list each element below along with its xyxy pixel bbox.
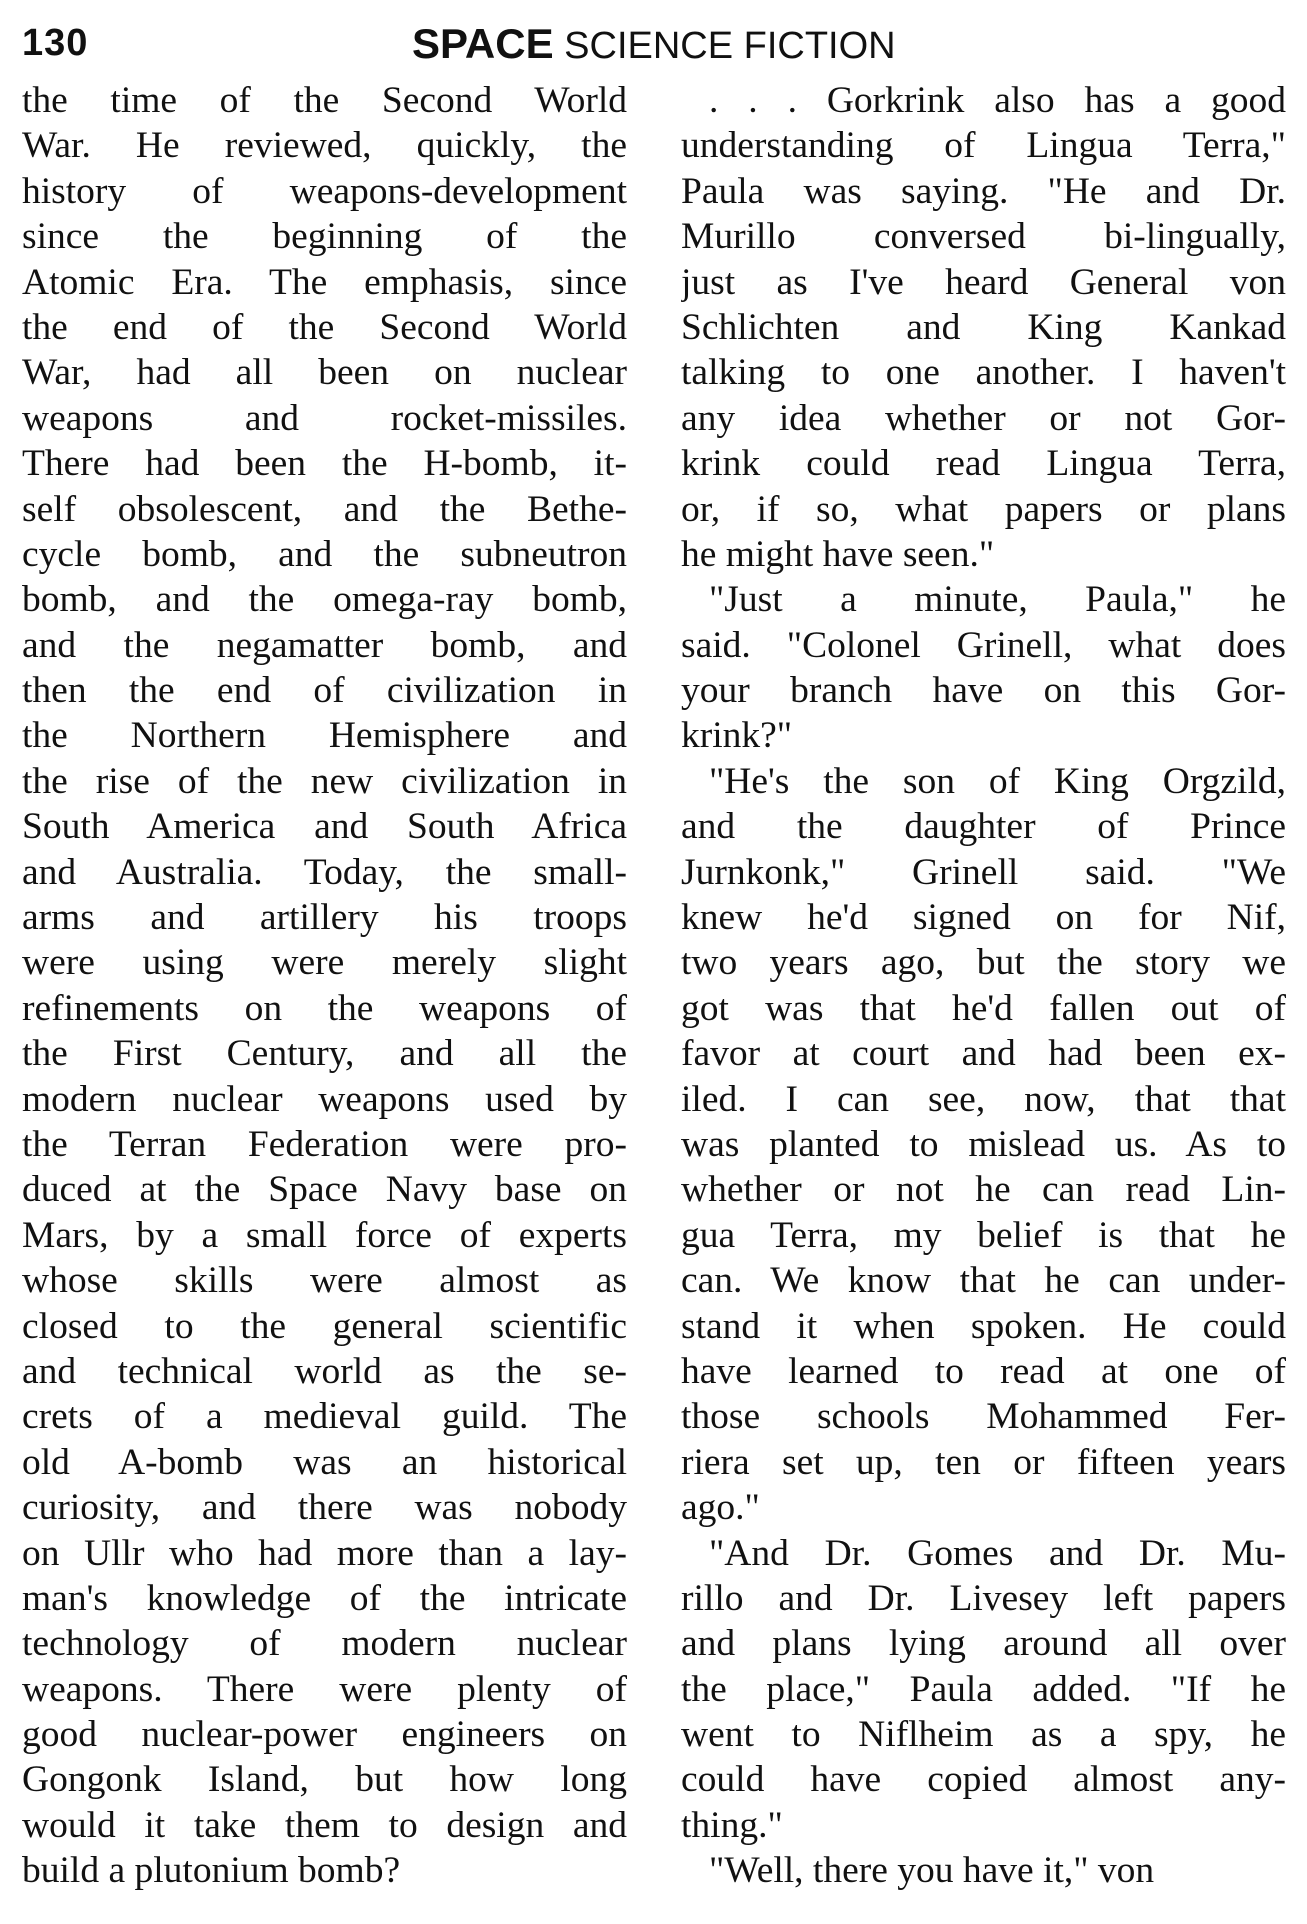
text-line: ago."	[681, 1487, 760, 1529]
text-line: the Northern Hemisphere and	[22, 715, 627, 757]
text-line: krink?"	[681, 715, 793, 757]
text-line: good nuclear-power engineers on	[22, 1714, 627, 1756]
text-line: could have copied almost any-	[681, 1759, 1286, 1801]
text-line: technology of modern nuclear	[22, 1623, 627, 1665]
text-line: Atomic Era. The emphasis, since	[22, 261, 627, 303]
text-line: and the negamatter bomb, and	[22, 624, 627, 666]
text-line: any idea whether or not Gor-	[681, 397, 1286, 439]
text-line: South America and South Africa	[22, 806, 627, 848]
text-line: the rise of the new civilization in	[22, 760, 627, 802]
text-line: Jurnkonk," Grinell said. "We	[681, 851, 1286, 893]
text-line: and Australia. Today, the small-	[22, 851, 627, 893]
text-line: Paula was saying. "He and Dr.	[681, 170, 1286, 212]
text-line: would it take them to design and	[22, 1804, 627, 1846]
text-line: weapons and rocket-missiles.	[22, 397, 627, 439]
text-line: Murillo conversed bi-lingually,	[681, 216, 1286, 258]
text-line: whose skills were almost as	[22, 1260, 627, 1302]
text-line: your branch have on this Gor-	[681, 670, 1286, 712]
text-line: old A-bomb was an historical	[22, 1441, 627, 1483]
text-line: the end of the Second World	[22, 306, 627, 348]
text-line: cycle bomb, and the subneutron	[22, 533, 627, 575]
text-line: can. We know that he can under-	[681, 1260, 1286, 1302]
text-line: then the end of civilization in	[22, 670, 627, 712]
text-line: build a plutonium bomb?	[22, 1850, 401, 1892]
text-line: the time of the Second World	[22, 80, 627, 121]
text-line: War. He reviewed, quickly, the	[22, 125, 627, 167]
text-line: man's knowledge of the intricate	[22, 1577, 627, 1619]
text-line: was planted to mislead us. As to	[681, 1123, 1286, 1165]
text-line: since the beginning of the	[22, 216, 627, 258]
text-line: Gongonk Island, but how long	[22, 1759, 627, 1801]
text-line: he might have seen."	[681, 533, 995, 575]
text-line: self obsolescent, and the Bethe-	[22, 488, 627, 530]
text-line: refinements on the weapons of	[22, 987, 627, 1029]
text-line: or, if so, what papers or plans	[681, 488, 1286, 530]
text-line: thing."	[681, 1804, 783, 1846]
text-line: modern nuclear weapons used by	[22, 1078, 627, 1120]
page-header	[22, 18, 1272, 78]
text-line: just as I've heard General von	[681, 261, 1286, 303]
text-line: understanding of Lingua Terra,"	[681, 125, 1286, 167]
text-line: those schools Mohammed Fer-	[681, 1396, 1286, 1438]
text-line: "Just a minute, Paula," he	[709, 579, 1286, 621]
text-line: and the daughter of Prince	[681, 806, 1286, 848]
text-line: crets of a medieval guild. The	[22, 1396, 627, 1438]
text-line: closed to the general scientific	[22, 1305, 627, 1347]
text-line: said. "Colonel Grinell, what does	[681, 624, 1286, 666]
text-line: two years ago, but the story we	[681, 942, 1286, 984]
text-line: . . . Gorkrink also has a good	[709, 80, 1286, 121]
left-column	[22, 78, 627, 1894]
right-column	[681, 78, 1286, 1894]
text-line: the First Century, and all the	[22, 1033, 627, 1075]
text-line: the Terran Federation were pro-	[22, 1123, 627, 1165]
text-line: Schlichten and King Kankad	[681, 306, 1286, 348]
text-line: have learned to read at one of	[681, 1350, 1286, 1392]
magazine-title-rest: SCIENCE FICTION	[564, 25, 896, 67]
text-line: Mars, by a small force of experts	[22, 1214, 627, 1256]
text-line: bomb, and the omega-ray bomb,	[22, 579, 627, 621]
text-line: weapons. There were plenty of	[22, 1668, 627, 1710]
text-line: iled. I can see, now, that that	[681, 1078, 1286, 1120]
text-line: and technical world as the se-	[22, 1350, 627, 1392]
text-line: stand it when spoken. He could	[681, 1305, 1286, 1347]
text-line: were using were merely slight	[22, 942, 627, 984]
text-line: "And Dr. Gomes and Dr. Mu-	[709, 1532, 1286, 1574]
page-number: 130	[22, 22, 89, 64]
text-line: whether or not he can read Lin-	[681, 1169, 1286, 1211]
text-line: talking to one another. I haven't	[681, 352, 1286, 394]
text-line: got was that he'd fallen out of	[681, 987, 1286, 1029]
text-line: on Ullr who had more than a lay-	[22, 1532, 627, 1574]
text-line: War, had all been on nuclear	[22, 352, 627, 394]
text-line: riera set up, ten or fifteen years	[681, 1441, 1286, 1483]
text-line: went to Niflheim as a spy, he	[681, 1714, 1286, 1756]
text-line: arms and artillery his troops	[22, 897, 627, 939]
text-line: krink could read Lingua Terra,	[681, 443, 1286, 485]
text-line: There had been the H-bomb, it-	[22, 443, 627, 485]
text-line: "He's the son of King Orgzild,	[709, 760, 1286, 802]
text-line: knew he'd signed on for Nif,	[681, 897, 1286, 939]
text-line: "Well, there you have it," von	[709, 1850, 1155, 1892]
text-line: gua Terra, my belief is that he	[681, 1214, 1286, 1256]
text-line: and plans lying around all over	[681, 1623, 1286, 1665]
text-line: favor at court and had been ex-	[681, 1033, 1286, 1075]
text-line: history of weapons-development	[22, 170, 627, 212]
text-line: rillo and Dr. Livesey left papers	[681, 1577, 1286, 1619]
magazine-title-bold: SPACE	[412, 20, 554, 67]
text-line: curiosity, and there was nobody	[22, 1487, 627, 1529]
text-line: duced at the Space Navy base on	[22, 1169, 627, 1211]
text-line: the place," Paula added. "If he	[681, 1668, 1286, 1710]
running-head	[412, 20, 896, 68]
